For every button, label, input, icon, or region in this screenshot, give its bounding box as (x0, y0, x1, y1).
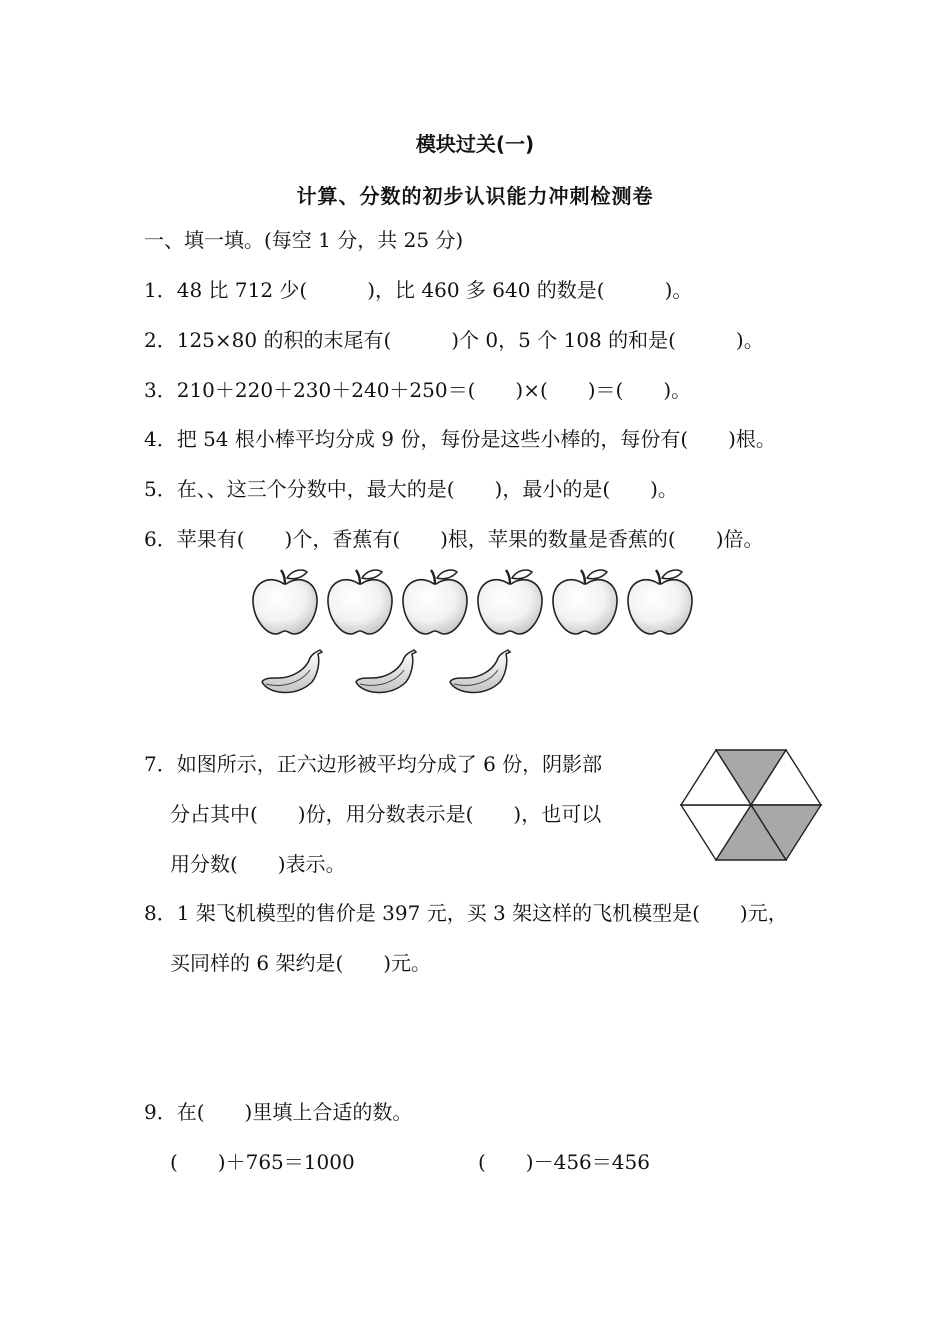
question-7-line-3: 用分数( )表示。 (170, 852, 346, 876)
apple-icon (328, 570, 392, 634)
apples-illustration (250, 568, 710, 640)
apple-icon (628, 570, 692, 634)
question-2: 2．125×80 的积的末尾有( )个 0，5 个 108 的和是( )。 (144, 328, 764, 352)
banana-icon (356, 650, 416, 693)
page-subtitle: 计算、分数的初步认识能力冲刺检测卷 (296, 184, 654, 208)
question-7-line-1: 7．如图所示，正六边形被平均分成了 6 份，阴影部 (144, 752, 603, 776)
question-4: 4．把 54 根小棒平均分成 9 份，每份是这些小棒的，每份有( )根。 (144, 427, 776, 451)
bananas-illustration (256, 648, 516, 700)
page-title: 模块过关(一) (415, 132, 535, 156)
banana-icon (262, 650, 322, 693)
hexagon-diagram (678, 748, 824, 864)
banana-icon (450, 650, 510, 693)
apple-icon (478, 570, 542, 634)
question-5: 5．在、、这三个分数中，最大的是( )，最小的是( )。 (144, 477, 678, 501)
question-9-equation-1: ( )＋765＝1000 (170, 1150, 355, 1174)
question-7-line-2: 分占其中( )份，用分数表示是( )，也可以 (170, 802, 602, 826)
apple-icon (253, 570, 317, 634)
question-9: 9．在( )里填上合适的数。 (144, 1100, 413, 1124)
question-8-line-2: 买同样的 6 架约是( )元。 (170, 951, 432, 975)
question-6: 6．苹果有( )个，香蕉有( )根，苹果的数量是香蕉的( )倍。 (144, 527, 764, 551)
apple-icon (553, 570, 617, 634)
section-heading: 一、填一填。(每空 1 分，共 25 分) (144, 228, 464, 252)
question-3: 3．210＋220＋230＋240＋250＝( )×( )＝( )。 (144, 378, 692, 402)
question-8-line-1: 8．1 架飞机模型的售价是 397 元，买 3 架这样的飞机模型是( )元， (144, 901, 788, 925)
question-9-equation-2: ( )－456＝456 (478, 1150, 650, 1174)
question-1: 1．48 比 712 少( )，比 460 多 640 的数是( )。 (144, 278, 693, 302)
apple-icon (403, 570, 467, 634)
